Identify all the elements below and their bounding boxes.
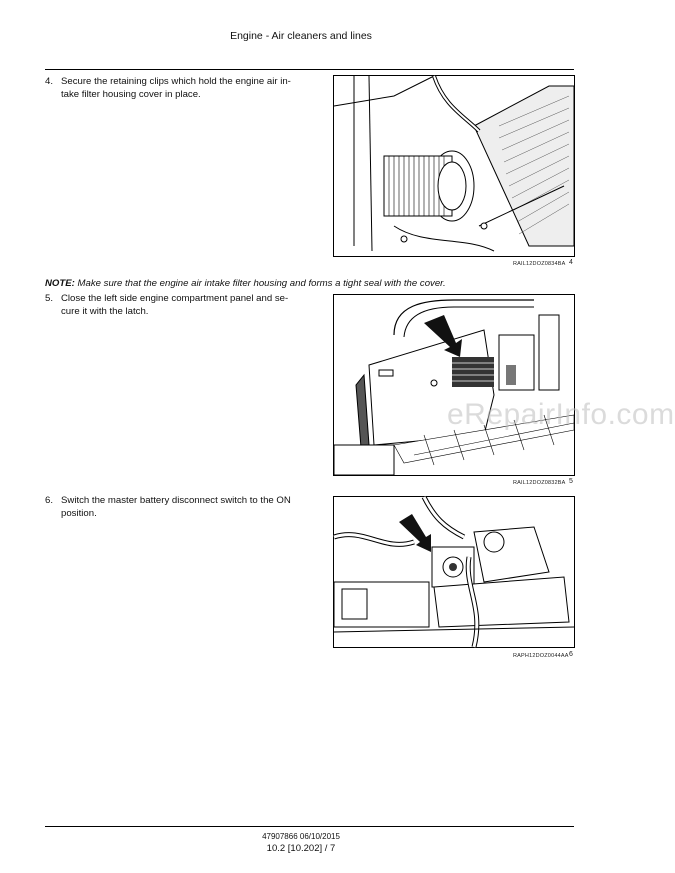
- header-rule: [45, 69, 574, 70]
- figure-5-number: 5: [569, 478, 573, 485]
- footer-doc-id: 47907866 06/10/2015: [262, 832, 340, 841]
- step-number: 5.: [45, 293, 54, 304]
- figure-5-drawing: [334, 295, 574, 475]
- figure-5-engine-compartment-panel: [333, 294, 575, 476]
- figure-4-air-filter-housing: [333, 75, 575, 257]
- figure-6-code: RAPH12DOZ0044AA: [513, 653, 569, 659]
- step-text-line: take filter housing cover in place.: [61, 88, 201, 100]
- figure-4-number: 4: [569, 259, 573, 266]
- step-text-line: position.: [61, 507, 97, 519]
- step-text: [61, 293, 311, 318]
- footer-page-ref: 10.2 [10.202] / 7: [266, 843, 336, 854]
- step-5: [45, 293, 325, 323]
- step-text: [61, 76, 311, 101]
- step-text-line: cure it with the latch.: [61, 305, 149, 317]
- figure-6-drawing: [334, 497, 574, 647]
- figure-6-number: 6: [569, 651, 573, 658]
- figure-4-drawing: [334, 76, 574, 256]
- step-number: 4.: [45, 76, 54, 87]
- step-text-line: Secure the retaining clips which hold the engine air in-: [61, 76, 291, 87]
- step-number: 6.: [45, 495, 54, 506]
- footer-rule: [45, 826, 574, 827]
- step-text: [61, 495, 311, 520]
- note-label: NOTE:: [45, 278, 75, 289]
- figure-4-code: RAIL12DOZ0834BA: [513, 261, 566, 267]
- note: [45, 278, 446, 289]
- step-text-line: Close the left side engine compartment panel and se-: [61, 293, 289, 304]
- watermark: eRepairInfo.com: [447, 398, 675, 431]
- figure-5-code: RAIL12DOZ0832BA: [513, 480, 566, 486]
- note-text: Make sure that the engine air intake filter housing and forms a tight seal with the cover.: [77, 278, 446, 289]
- figure-6-battery-disconnect-switch: [333, 496, 575, 648]
- step-4: [45, 76, 325, 106]
- step-text-line: Switch the master battery disconnect switch to the ON: [61, 495, 291, 506]
- page-title: Engine - Air cleaners and lines: [230, 30, 372, 42]
- step-6: [45, 495, 325, 525]
